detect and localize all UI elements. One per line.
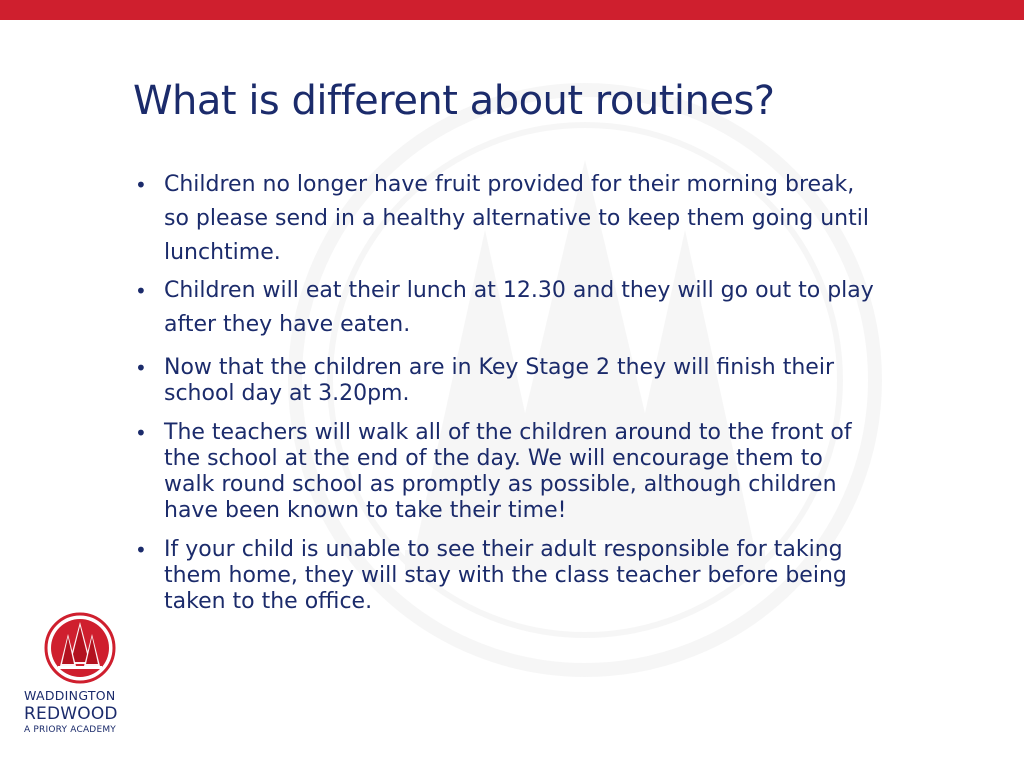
logo-text-priory-academy: A PRIORY ACADEMY <box>24 725 116 735</box>
bullet-dot: • <box>135 173 147 197</box>
bullet-line: Children no longer have fruit provided for their morning break, <box>164 172 855 197</box>
bullet-line: walk round school as promptly as possible, although children <box>164 472 837 497</box>
bullet-list <box>133 168 913 628</box>
logo-text-redwood: REDWOOD <box>24 704 118 724</box>
bullet-item <box>133 355 913 407</box>
bullet-line: have been known to take their time! <box>164 498 567 523</box>
bullet-dot: • <box>135 279 147 303</box>
school-logo <box>24 612 136 742</box>
bullet-line: If your child is unable to see their adult responsible for taking <box>164 537 843 562</box>
bullet-dot: • <box>135 421 147 445</box>
bullet-line: Children will eat their lunch at 12.30 and they will go out to play <box>164 278 874 303</box>
bullet-line: so please send in a healthy alternative to keep them going until <box>164 206 869 231</box>
bullet-line: the school at the end of the day. We will encourage them to <box>164 446 823 471</box>
bullet-item <box>133 537 913 615</box>
bullet-line: them home, they will stay with the class teacher before being <box>164 563 847 588</box>
bullet-line: after they have eaten. <box>164 312 411 337</box>
redwood-trees-icon <box>44 612 116 684</box>
bullet-dot: • <box>135 356 147 380</box>
logo-text-waddington: WADDINGTON <box>24 688 116 703</box>
bullet-item <box>133 274 913 342</box>
bullet-item <box>133 168 913 270</box>
bullet-item <box>133 420 913 524</box>
slide-title: What is different about routines? <box>133 78 775 124</box>
bullet-line: The teachers will walk all of the children around to the front of <box>164 420 852 445</box>
bullet-line: lunchtime. <box>164 240 281 265</box>
bullet-dot: • <box>135 538 147 562</box>
bullet-line: school day at 3.20pm. <box>164 381 410 406</box>
top-accent-bar <box>0 0 1024 20</box>
bullet-line: taken to the office. <box>164 589 373 614</box>
bullet-line: Now that the children are in Key Stage 2 they will finish their <box>164 355 835 380</box>
